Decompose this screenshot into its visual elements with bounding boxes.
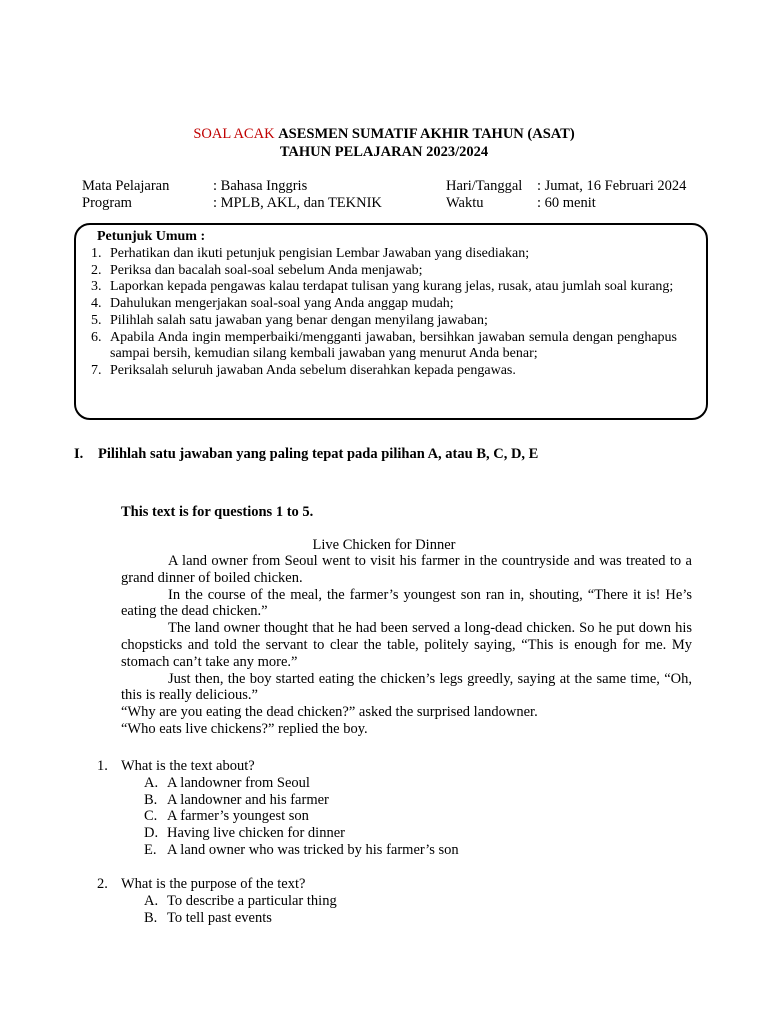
option-text: To tell past events xyxy=(167,909,272,926)
instruction-item xyxy=(76,313,677,330)
question-number: 2. xyxy=(97,876,108,892)
section-instruction: Pilihlah satu jawaban yang paling tepat pada pilihan A, atau B, C, D, E xyxy=(98,446,539,462)
instruction-number: 4. xyxy=(91,296,102,312)
instruction-text: Pilihlah salah satu jawaban yang benar dengan menyilang jawaban; xyxy=(110,312,488,328)
subject-value: : Bahasa Inggris xyxy=(213,178,308,194)
answer-option[interactable] xyxy=(144,825,459,842)
instruction-item xyxy=(76,246,677,263)
instruction-item xyxy=(76,263,677,280)
story-paragraph: A land owner from Seoul went to visit his farmer in the countryside and was treated to a grand dinner of boiled chicken. xyxy=(121,553,692,586)
instruction-text: Dahulukan mengerjakan soal-soal yang Anda anggap mudah; xyxy=(110,296,454,312)
option-text: A farmer’s youngest son xyxy=(167,808,309,825)
exam-title-red: SOAL ACAK xyxy=(193,126,275,142)
option-letter: E. xyxy=(144,841,157,858)
exam-title-main: ASESMEN SUMATIF AKHIR TAHUN (ASAT) xyxy=(278,126,575,142)
program-label: Program xyxy=(82,195,132,211)
option-text: A land owner who was tricked by his farmer’s son xyxy=(167,841,459,858)
instruction-text: Apabila Anda ingin memperbaiki/mengganti jawaban, bersihkan jawaban semula dengan penghapus sampai bersih, kemudian silang kembali jawaban yang menurut Anda benar; xyxy=(110,329,677,362)
section-number: I. xyxy=(74,446,84,462)
story-title: Live Chicken for Dinner xyxy=(312,537,456,553)
option-letter: B. xyxy=(144,791,158,808)
option-text: A landowner and his farmer xyxy=(167,791,329,808)
question-number: 1. xyxy=(97,758,108,774)
option-text: A landowner from Seoul xyxy=(167,774,310,791)
option-text: Having live chicken for dinner xyxy=(167,825,345,842)
story-paragraph: In the course of the meal, the farmer’s youngest son ran in, shouting, “There it is! He’s eating the dead chicken.” xyxy=(121,586,692,620)
instruction-item xyxy=(76,279,677,296)
answer-option[interactable] xyxy=(144,808,459,825)
answer-option[interactable] xyxy=(144,792,459,809)
option-letter: C. xyxy=(144,808,158,825)
answer-option[interactable] xyxy=(144,893,337,910)
date-value: : Jumat, 16 Februari 2024 xyxy=(537,178,687,194)
date-label: Hari/Tanggal xyxy=(446,178,523,194)
instruction-number: 3. xyxy=(91,279,102,295)
instructions-title: Petunjuk Umum : xyxy=(97,229,206,244)
story-paragraph: “Why are you eating the dead chicken?” asked the surprised landowner. xyxy=(121,704,538,721)
instruction-number: 7. xyxy=(91,362,102,378)
exam-subtitle: TAHUN PELAJARAN 2023/2024 xyxy=(279,144,489,160)
option-letter: D. xyxy=(144,825,159,842)
instructions-list xyxy=(76,246,677,380)
story-paragraph: “Who eats live chickens?” replied the boy. xyxy=(121,720,368,737)
story-paragraph: Just then, the boy started eating the chicken’s legs greedly, saying at the same time, “Oh, this is really delicious.” xyxy=(121,670,692,704)
answer-option[interactable] xyxy=(144,842,459,859)
option-letter: A. xyxy=(144,892,159,909)
program-value: : MPLB, AKL, dan TEKNIK xyxy=(213,195,382,211)
exam-title xyxy=(0,126,768,143)
answer-options xyxy=(144,775,459,859)
time-value: : 60 menit xyxy=(537,195,596,211)
instruction-item xyxy=(76,296,677,313)
question-text: What is the purpose of the text? xyxy=(121,876,306,892)
option-letter: A. xyxy=(144,774,159,791)
answer-option[interactable] xyxy=(144,775,459,792)
story-text xyxy=(121,553,692,738)
instruction-text: Laporkan kepada pengawas kalau terdapat tulisan yang kurang jelas, rusak, atau jumlah soal kurang; xyxy=(110,279,674,295)
time-label: Waktu xyxy=(446,195,484,211)
subject-label: Mata Pelajaran xyxy=(82,178,170,194)
option-text: To describe a particular thing xyxy=(167,892,337,909)
instruction-item xyxy=(76,330,677,363)
instruction-text: Perhatikan dan ikuti petunjuk pengisian Lembar Jawaban yang disediakan; xyxy=(110,246,530,261)
answer-option[interactable] xyxy=(144,910,337,927)
instruction-number: 6. xyxy=(91,329,102,345)
instruction-number: 2. xyxy=(91,262,102,278)
instruction-text: Periksa dan bacalah soal-soal sebelum Anda menjawab; xyxy=(110,262,423,278)
story-paragraph: The land owner thought that he had been served a long-dead chicken. So he put down his chopsticks and told the servant to clear the table, politely saying, “This is enough for me. My stomach can’t take any more.” xyxy=(121,620,692,670)
instructions-box xyxy=(74,223,708,420)
reading-intro: This text is for questions 1 to 5. xyxy=(121,504,314,520)
instruction-number: 1. xyxy=(91,246,102,261)
instruction-item xyxy=(76,363,677,380)
question-text: What is the text about? xyxy=(121,758,255,774)
instruction-text: Periksalah seluruh jawaban Anda sebelum diserahkan kepada pengawas. xyxy=(110,362,516,378)
instruction-number: 5. xyxy=(91,312,102,328)
answer-options xyxy=(144,893,337,927)
option-letter: B. xyxy=(144,909,158,926)
